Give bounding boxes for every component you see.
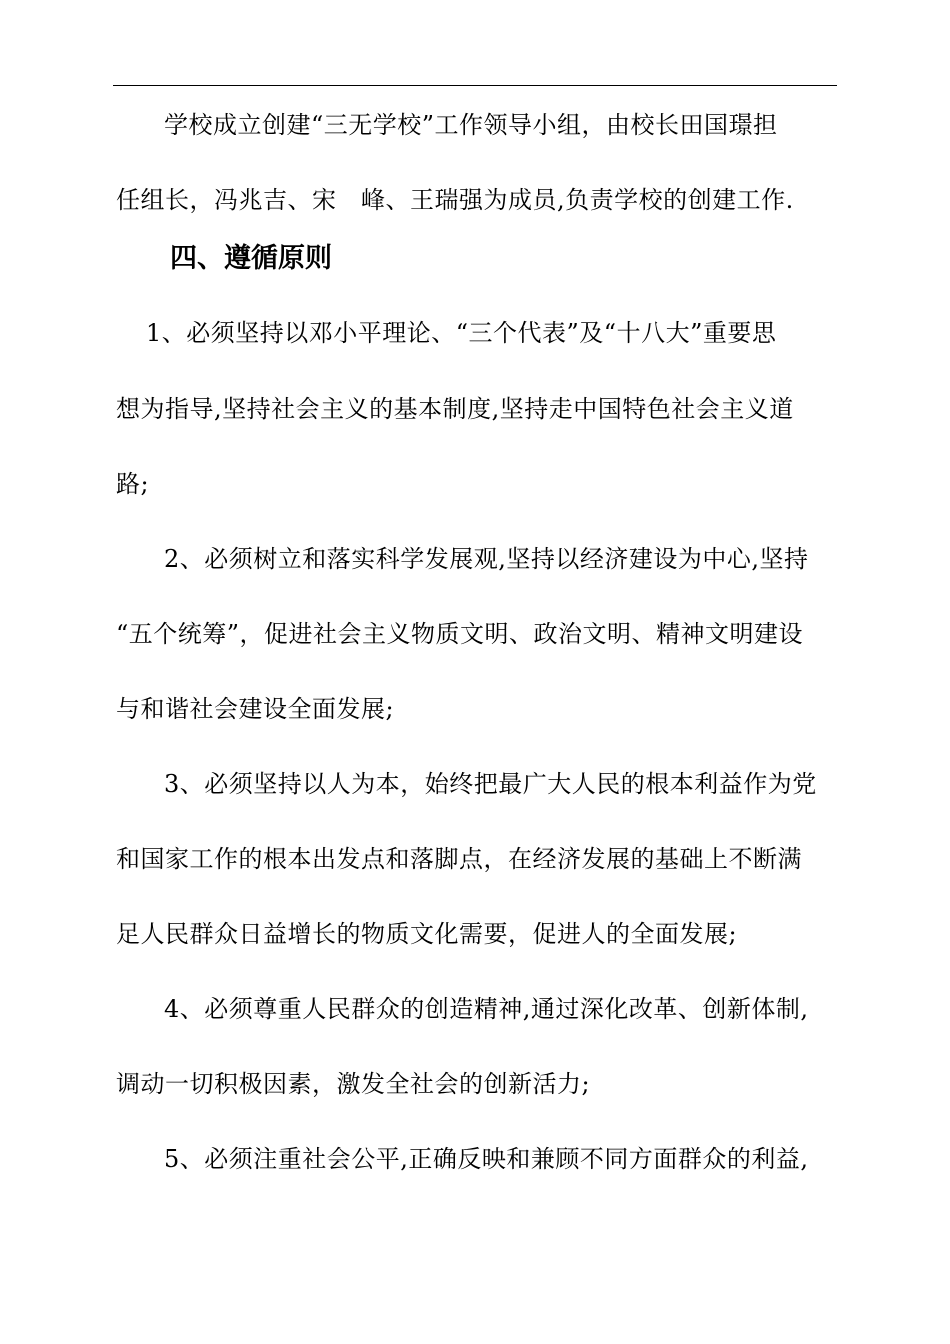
paragraph-line: 足人民群众日益增长的物质文化需要，促进人的全面发展; (116, 920, 738, 948)
paragraph-line: 调动一切积极因素，激发全社会的创新活力; (116, 1070, 591, 1098)
paragraph-line: 和国家工作的根本出发点和落脚点，在经济发展的基础上不断满 (116, 845, 802, 873)
paragraph-line: 想为指导,坚持社会主义的基本制度,坚持走中国特色社会主义道 (116, 395, 794, 423)
paragraph-line: 1、必须坚持以邓小平理论、“三个代表”及“十八大”重要思 (146, 319, 777, 347)
section-heading: 四、遵循原则 (170, 243, 332, 274)
paragraph-line: 学校成立创建“三无学校”工作领导小组，由校长田国璟担 (164, 111, 778, 139)
paragraph-line: 3、必须坚持以人为本，始终把最广大人民的根本利益作为党 (164, 770, 817, 798)
paragraph-line: 4、必须尊重人民群众的创造精神,通过深化改革、创新体制, (164, 995, 809, 1023)
paragraph-line: “五个统筹”，促进社会主义物质文明、政治文明、精神文明建设 (116, 620, 804, 648)
paragraph-line: 任组长，冯兆吉、宋 峰、王瑞强为成员,负责学校的创建工作. (116, 186, 794, 214)
header-rule (113, 85, 837, 86)
paragraph-line: 路; (116, 470, 150, 498)
paragraph-line: 与和谐社会建设全面发展; (116, 695, 395, 723)
paragraph-line: 2、必须树立和落实科学发展观,坚持以经济建设为中心,坚持 (164, 545, 809, 573)
paragraph-line: 5、必须注重社会公平,正确反映和兼顾不同方面群众的利益, (164, 1145, 809, 1173)
